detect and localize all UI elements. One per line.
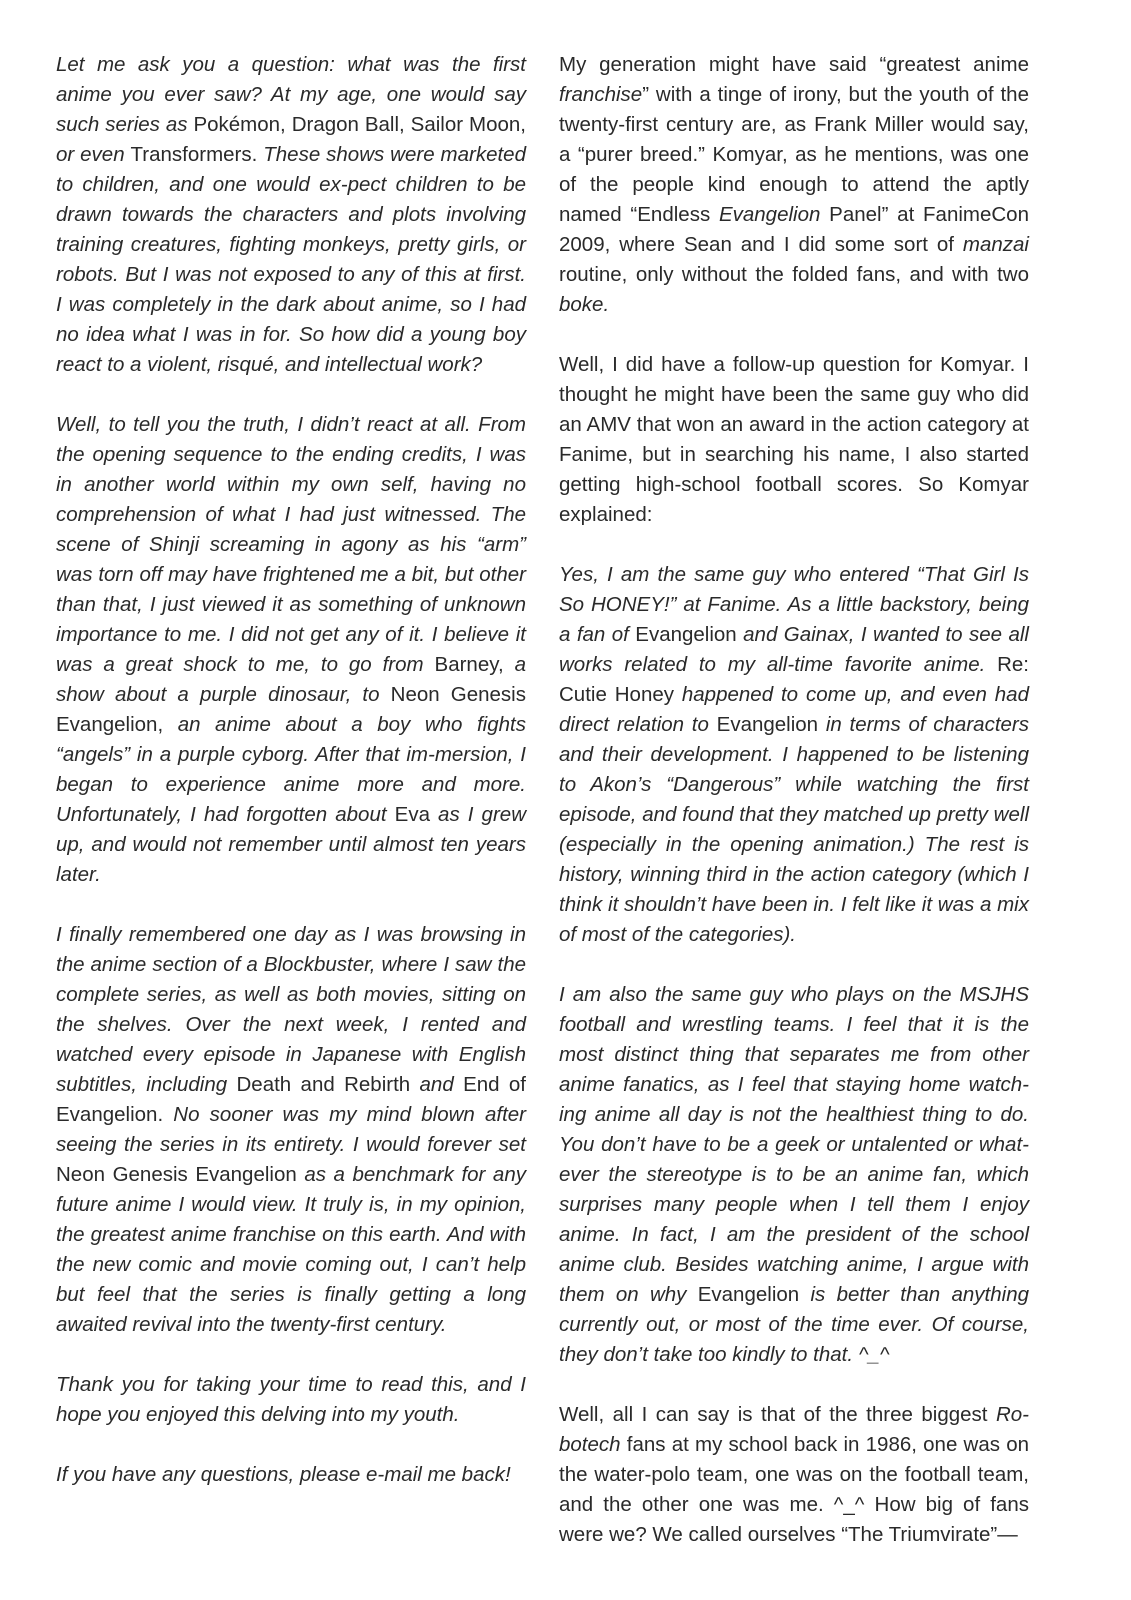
text-run: Barney, (434, 653, 504, 676)
text-run: or even (56, 143, 131, 166)
text-run: Eva (394, 803, 430, 826)
quote-paragraph-amv (559, 560, 1029, 950)
right-column (559, 50, 1029, 1580)
text-run: franchise (559, 83, 643, 106)
text-run: Evangelion (716, 713, 819, 736)
text-run: happened to come up, and even had direct relation to (559, 683, 1029, 736)
text-run: as I grew up, and would not remember until almost ten years later. (56, 803, 526, 886)
left-column (56, 50, 526, 1520)
text-run: Re: Cutie Honey (559, 653, 1029, 706)
letter-paragraph-reaction (56, 410, 526, 890)
text-run: Evangelion (635, 623, 737, 646)
text-run: If you have any questions, please e-mail me back! (56, 1463, 511, 1486)
text-run: Evangelion (718, 203, 821, 226)
text-run: Well, I did have a follow-up question for Komyar. I thought he might have been the same guy who did an AMV that won an award in the action category at Fanime, but in searching his name, I also started getting high-school football scores. So Komyar explained: (559, 353, 1029, 526)
text-run: Ro-botech (559, 1403, 1029, 1456)
letter-paragraph-thanks (56, 1370, 526, 1430)
text-run: an anime about a boy who fights “angels” in a purple cyborg. After that im-mersion, I began to experience anime more and more. Unfortunately, I had forgotten about (56, 713, 526, 826)
text-run: These shows were marketed to children, and one would ex-pect children to be drawn towards the characters and plots involving training creatures, fighting monkeys, pretty girls, or robots. But I was not exposed to any of this at first. I was completely in the dark about anime, so I had no idea what I was in for. So how did a young boy react to a violent, risqué, and intellectual work? (56, 143, 526, 376)
text-run: Pokémon, Dragon Ball, Sailor Moon, (193, 113, 526, 136)
text-run: Yes, I am the same guy who entered “That Girl Is So HONEY!” at Fanime. As a little backstory, being a fan of (559, 563, 1029, 646)
text-run: Death and Rebirth (236, 1073, 411, 1096)
response-paragraph-follow-up (559, 350, 1029, 530)
text-run: I am also the same guy who plays on the MSJHS football and wrestling teams. I feel that it is the most distinct thing that separates me from other anime fanatics, as I feel that staying home watch-ing anime all day is not the healthiest thing to do. You don’t have to be a geek or untalented or what-ever the stereotype is to be an anime fan, which surprises many people when I tell them I enjoy anime. In fact, I am the president of the school anime club. Besides watching anime, I argue with them on why (559, 983, 1029, 1306)
quote-paragraph-football (559, 980, 1029, 1370)
text-run: End of Evangelion. (56, 1073, 526, 1126)
letter-paragraph-closing (56, 1460, 526, 1490)
text-run: I finally remembered one day as I was browsing in the anime section of a Blockbuster, where I saw the complete series, as well as both movies, sitting on the shelves. Over the next week, I rented and watched every episode in Japanese with English subtitles, including (56, 923, 526, 1096)
text-run: Neon Genesis Evangelion (56, 1163, 297, 1186)
response-paragraph-robotech (559, 1400, 1029, 1550)
text-run: and Gainax, I wanted to see all works related to my all-time favorite anime. (559, 623, 1029, 676)
response-paragraph-generation (559, 50, 1029, 320)
text-run: as a benchmark for any future anime I would view. It truly is, in my opinion, the greatest anime franchise on this earth. And with the new comic and movie coming out, I can’t help but feel that the series is finally getting a long awaited revival into the twenty-first century. (56, 1163, 526, 1336)
text-run: is better than anything currently out, or most of the time ever. Of course, they don’t take too kindly to that. ^_^ (559, 1283, 1030, 1366)
letter-paragraph-first-anime (56, 50, 526, 380)
text-run: Thank you for taking your time to read this, and I hope you enjoyed this delving into my youth. (56, 1373, 526, 1426)
text-run: Let me ask you a question: what was the first anime you ever saw? At my age, one would say such series as (56, 53, 526, 136)
text-run: and (410, 1073, 464, 1096)
text-run: Evangelion (697, 1283, 800, 1306)
letter-paragraph-rediscovery (56, 920, 526, 1340)
text-run: routine, only without the folded fans, and with two (559, 263, 1029, 286)
text-run: Well, to tell you the truth, I didn’t react at all. From the opening sequence to the ending credits, I was in another world within my own self, having no comprehension of what I had just witnessed. The scene of Shinji screaming in agony as his “arm” was torn off may have frightened me a bit, but other than that, I just viewed it as something of unknown importance to me. I did not get any of it. I believe it was a great shock to me, to go from (56, 413, 526, 676)
text-run: in terms of characters and their development. I happened to be listening to Akon’s “Dangerous” while watching the first episode, and found that they matched up pretty well (especially in the opening animation.) The rest is history, winning third in the action category (which I think it shouldn’t have been in. I felt like it was a mix of most of the categories). (559, 713, 1029, 946)
text-run: Transformers. (130, 143, 258, 166)
text-run: Well, all I can say is that of the three biggest (559, 1403, 996, 1426)
text-run: boke. (559, 293, 610, 316)
text-run: My generation might have said “greatest anime (559, 53, 1029, 76)
text-run: No sooner was my mind blown after seeing the series in its entirety. I would forever set (56, 1103, 526, 1156)
text-run: ” with a tinge of irony, but the youth of the twenty-first century are, as Frank Miller would say, a “purer breed.” Komyar, as he mentions, was one of the people kind enough to attend the aptly named “Endless (559, 83, 1029, 226)
text-run: Panel” at FanimeCon 2009, where Sean and I did some sort of (559, 203, 1029, 256)
text-run: Neon Genesis Evangelion, (56, 683, 526, 736)
text-run: fans at my school back in 1986, one was on the water-polo team, one was on the football team, and the other one was me. ^_^ How big of fans were we? We called ourselves “The Triumvirate”— (559, 1433, 1029, 1546)
text-run: a show about a purple dinosaur, to (56, 653, 526, 706)
text-run: manzai (962, 233, 1029, 256)
